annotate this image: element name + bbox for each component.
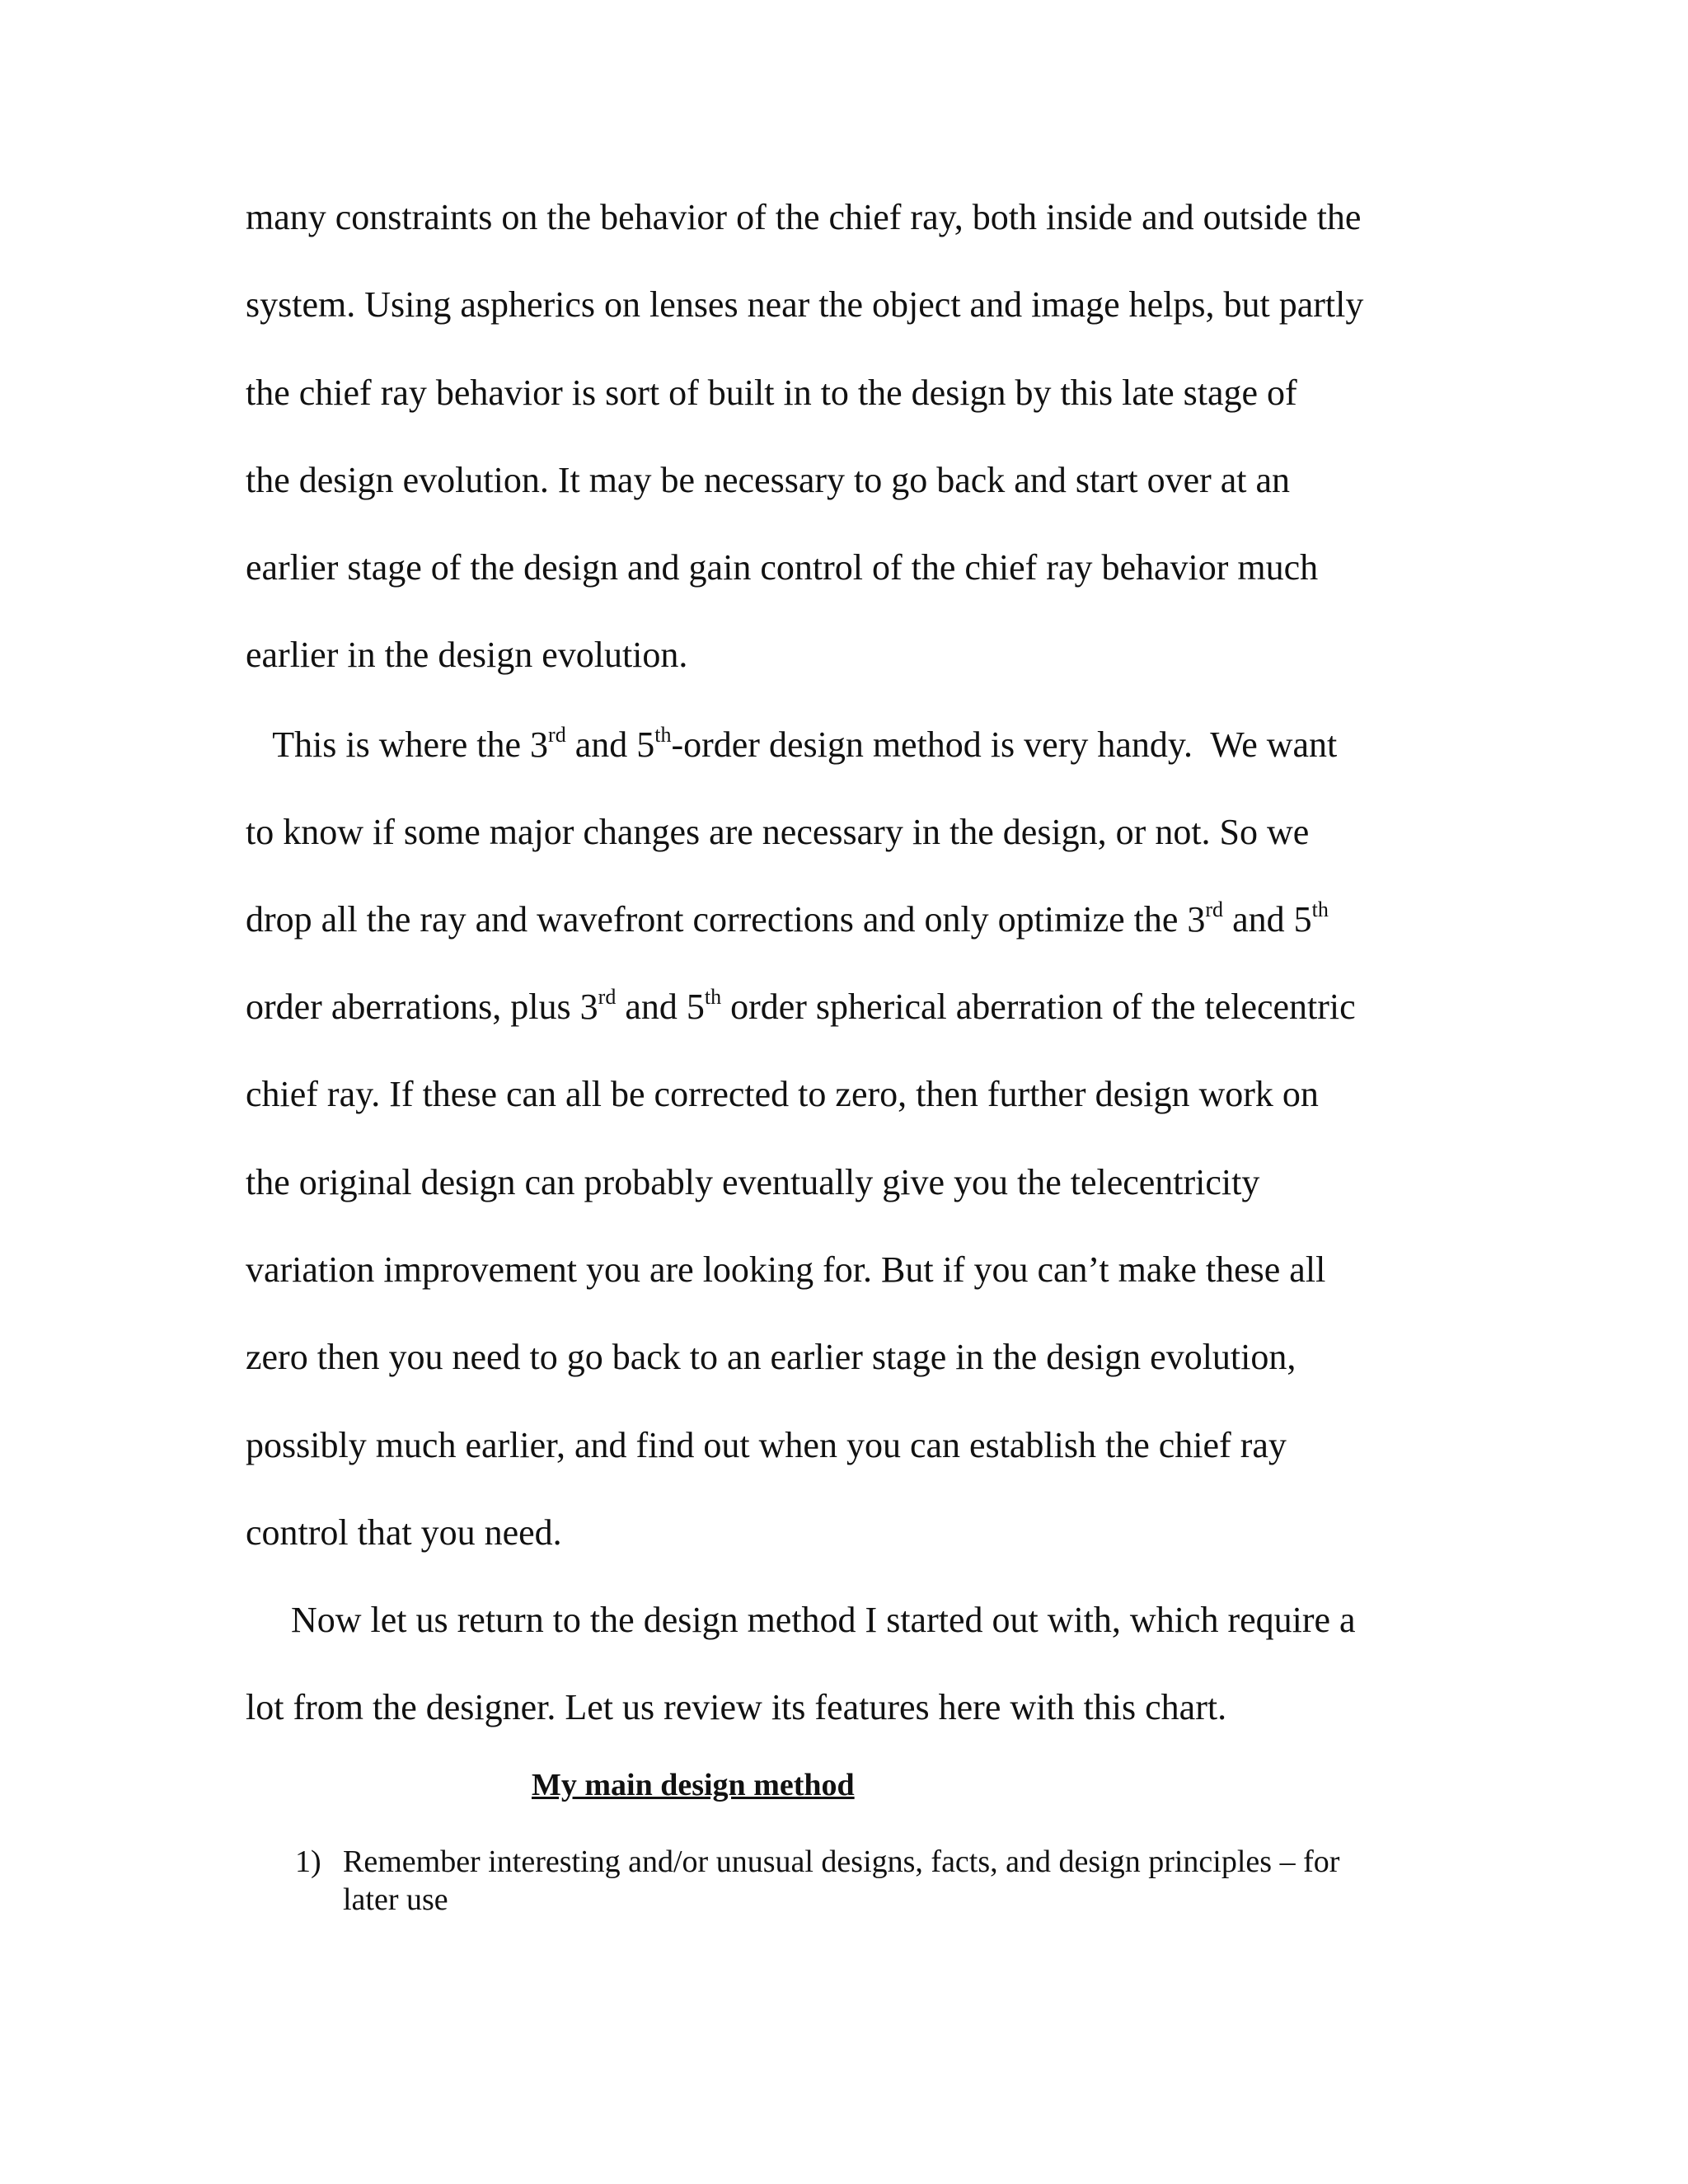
text-run: -order design method is very handy. We want <box>671 724 1338 765</box>
body-text-line: control that you need. <box>246 1512 562 1553</box>
body-text-line: zero then you need to go back to an earlier stage in the design evolution, <box>246 1337 1296 1377</box>
text-run: drop all the ray and wavefront corrections and only optimize the 3 <box>246 899 1206 940</box>
body-text-line: possibly much earlier, and find out when you can establish the chief ray <box>246 1425 1287 1465</box>
ordinal-superscript: rd <box>598 985 617 1009</box>
body-text-line: system. Using aspherics on lenses near the object and image helps, but partly <box>246 284 1364 325</box>
body-text-line: the design evolution. It may be necessary to go back and start over at an <box>246 460 1291 500</box>
body-text-line <box>246 985 1356 1034</box>
ordinal-superscript: th <box>1311 898 1329 921</box>
body-text-line: the original design can probably eventually give you the telecentricity <box>246 1162 1260 1202</box>
body-text-line: lot from the designer. Let us review its features here with this chart. <box>246 1687 1227 1727</box>
ordinal-superscript: th <box>704 985 722 1009</box>
body-text-line: chief ray. If these can all be corrected to zero, then further design work on <box>246 1074 1319 1114</box>
text-run: order aberrations, plus 3 <box>246 987 598 1027</box>
list-item-text: later use <box>343 1882 448 1917</box>
body-text-line: to know if some major changes are necessary in the design, or not. So we <box>246 812 1310 852</box>
list-item-number: 1) <box>295 1844 321 1879</box>
section-heading: My main design method <box>532 1768 855 1802</box>
body-text-line <box>246 723 1337 772</box>
text-run: This is where the 3 <box>246 724 549 765</box>
text-run: and 5 <box>1223 899 1312 940</box>
ordinal-superscript: rd <box>548 723 566 747</box>
text-run: and 5 <box>565 724 655 765</box>
body-text-line: earlier in the design evolution. <box>246 635 688 675</box>
text-run: order spherical aberration of the telecentric <box>721 987 1356 1027</box>
body-text-line: variation improvement you are looking for. But if you can’t make these all <box>246 1249 1326 1290</box>
ordinal-superscript: th <box>654 723 672 747</box>
list-item-text: Remember interesting and/or unusual designs, facts, and design principles – for <box>343 1844 1340 1879</box>
body-text-line: Now let us return to the design method I started out with, which require a <box>246 1600 1356 1640</box>
body-text-line: the chief ray behavior is sort of built in to the design by this late stage of <box>246 373 1297 413</box>
ordinal-superscript: rd <box>1205 898 1224 921</box>
body-text-line <box>246 898 1329 947</box>
text-run: and 5 <box>616 987 705 1027</box>
body-text-line: earlier stage of the design and gain control of the chief ray behavior much <box>246 547 1319 588</box>
body-text-line: many constraints on the behavior of the chief ray, both inside and outside the <box>246 197 1362 237</box>
